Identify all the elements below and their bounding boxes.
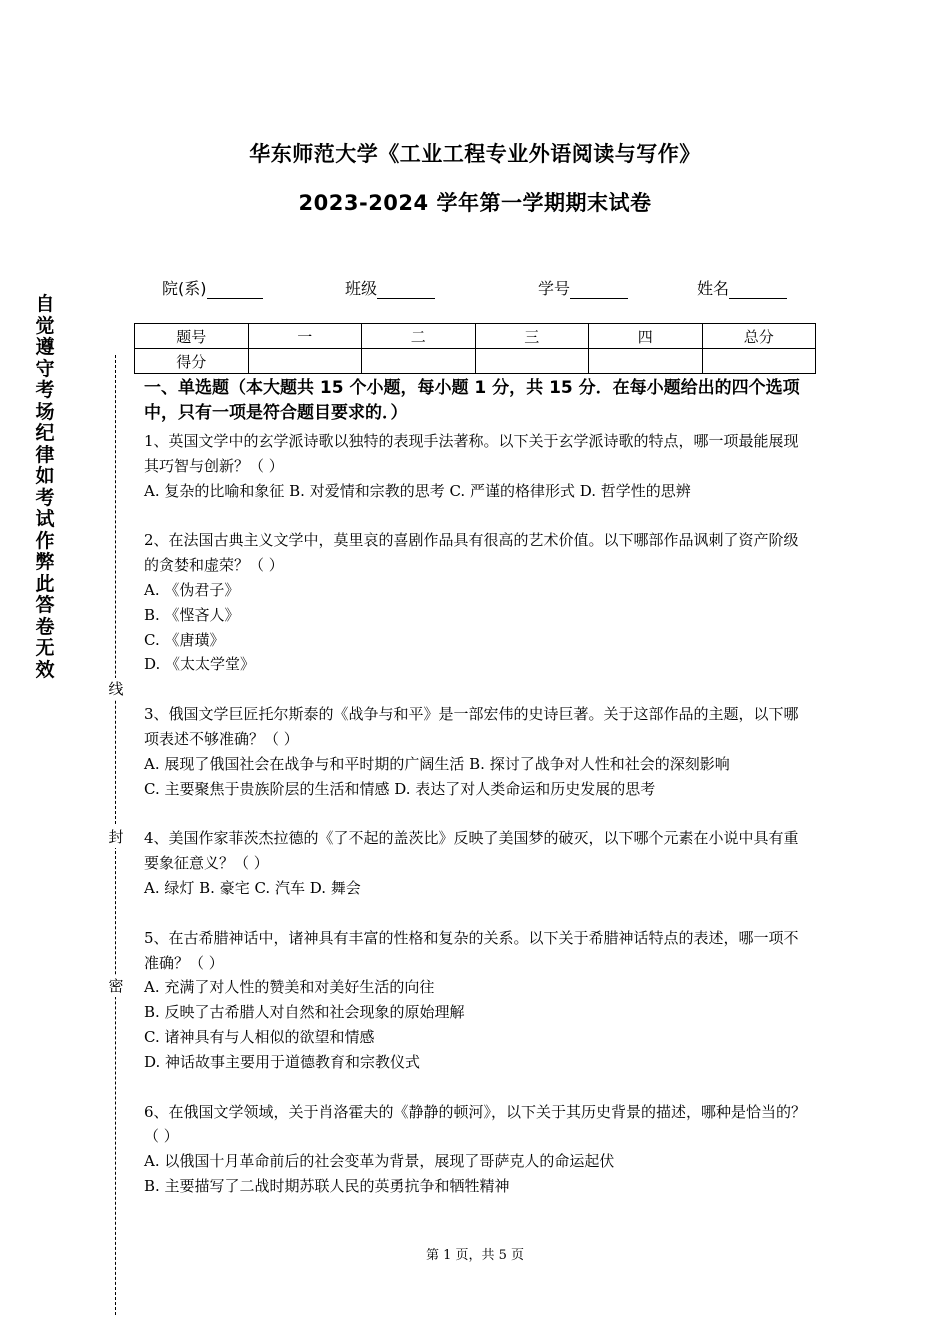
option-a[interactable]: A. 《伪君子》 — [144, 580, 240, 599]
score-header-cell: 二 — [362, 324, 476, 349]
student-id-label: 学号 — [538, 279, 571, 298]
option-b[interactable]: B. 反映了古希腊人对自然和社会现象的原始理解 — [144, 1003, 465, 1022]
options-cd[interactable]: C. 主要聚焦于贵族阶层的生活和情感 D. 表达了对人类命运和历史发展的思考 — [144, 779, 656, 798]
score-cell[interactable] — [362, 349, 476, 374]
question-stem: 2、在法国古典主义文学中，莫里哀的喜剧作品具有很高的艺术价值。以下哪部作品讽刺了资产阶级的贪婪和虚荣？（ ） — [144, 531, 799, 575]
name-label: 姓名 — [697, 279, 730, 298]
student-info-row — [0, 276, 950, 300]
score-header-cell: 总分 — [702, 324, 816, 349]
question-stem: 1、英国文学中的玄学派诗歌以独特的表现手法著称。以下关于玄学派诗歌的特点，哪一项最能展现其巧智与创新？（ ） — [144, 432, 799, 475]
class-label: 班级 — [345, 279, 378, 298]
question-3 — [144, 702, 812, 801]
department-field[interactable] — [162, 276, 263, 299]
question-2 — [144, 528, 812, 677]
cut-label-seal: 封 — [106, 826, 126, 848]
name-field[interactable] — [697, 276, 787, 299]
question-stem: 4、美国作家菲茨杰拉德的《了不起的盖茨比》反映了美国梦的破灭，以下哪个元素在小说中具有重要象征意义？（ ） — [144, 829, 799, 873]
question-6 — [144, 1100, 812, 1199]
cut-label-secret: 密 — [106, 975, 126, 997]
exam-subtitle: 2023-2024 学年第一学期期末试卷 — [298, 191, 652, 215]
name-blank[interactable] — [729, 280, 787, 299]
exam-title: 华东师范大学《工业工程专业外语阅读与写作》 — [249, 142, 701, 166]
option-c[interactable]: C. 诸神具有与人相似的欲望和情感 — [144, 1027, 375, 1046]
exam-discipline-notice: 自觉遵守考场纪律如考试作弊此答卷无效 — [35, 293, 55, 681]
cut-label-line: 线 — [106, 678, 126, 700]
score-table-header-row — [135, 324, 816, 349]
class-blank[interactable] — [377, 280, 435, 299]
question-stem: 5、在古希腊神话中，诸神具有丰富的性格和复杂的关系。以下关于希腊神话特点的表述，哪一项不准确？（ ） — [144, 928, 799, 972]
department-blank[interactable] — [207, 280, 263, 299]
department-label: 院(系) — [162, 279, 207, 298]
score-table — [134, 323, 816, 374]
question-4 — [144, 826, 812, 900]
option-b[interactable]: B. 《悭吝人》 — [144, 605, 240, 624]
score-cell[interactable] — [702, 349, 816, 374]
score-table-score-row — [135, 349, 816, 374]
question-options[interactable]: A. 绿灯 B. 豪宅 C. 汽车 D. 舞会 — [144, 878, 361, 897]
option-b[interactable]: B. 主要描写了二战时期苏联人民的英勇抗争和牺牲精神 — [144, 1176, 510, 1195]
question-stem: 6、在俄国文学领域，关于肖洛霍夫的《静静的顿河》，以下关于其历史背景的描述，哪种是恰当的？（ ） — [144, 1102, 807, 1146]
student-id-blank[interactable] — [570, 280, 628, 299]
options-ab[interactable]: A. 展现了俄国社会在战争与和平时期的广阔生活 B. 探讨了战争对人性和社会的深刻影响 — [144, 754, 730, 773]
option-c[interactable]: C. 《唐璜》 — [144, 630, 225, 649]
score-header-cell: 四 — [589, 324, 703, 349]
question-options[interactable]: A. 复杂的比喻和象征 B. 对爱情和宗教的思考 C. 严谨的格律形式 D. 哲学性的思辨 — [144, 481, 691, 500]
score-cell[interactable] — [589, 349, 703, 374]
score-header-cell: 题号 — [135, 324, 249, 349]
exam-content — [144, 376, 812, 1199]
class-field[interactable] — [345, 276, 435, 299]
question-1 — [144, 429, 812, 503]
score-cell[interactable] — [248, 349, 362, 374]
score-cell[interactable] — [475, 349, 589, 374]
option-d[interactable]: D. 神话故事主要用于道德教育和宗教仪式 — [144, 1052, 421, 1071]
section-heading: 一、单选题（本大题共 15 个小题，每小题 1 分，共 15 分．在每小题给出的四个选项中，只有一项是符合题目要求的．） — [144, 378, 800, 423]
option-a[interactable]: A. 充满了对人性的赞美和对美好生活的向往 — [144, 978, 435, 997]
score-header-cell: 一 — [248, 324, 362, 349]
option-d[interactable]: D. 《太太学堂》 — [144, 655, 256, 674]
score-row-label: 得分 — [135, 349, 249, 374]
score-header-cell: 三 — [475, 324, 589, 349]
question-5 — [144, 926, 812, 1075]
question-stem: 3、俄国文学巨匠托尔斯泰的《战争与和平》是一部宏伟的史诗巨著。关于这部作品的主题，以下哪项表述不够准确？（ ） — [144, 705, 799, 748]
option-a[interactable]: A. 以俄国十月革命前后的社会变革为背景，展现了哥萨克人的命运起伏 — [144, 1152, 615, 1171]
student-id-field[interactable] — [538, 276, 628, 299]
page-number: 第 1 页，共 5 页 — [425, 1248, 525, 1263]
